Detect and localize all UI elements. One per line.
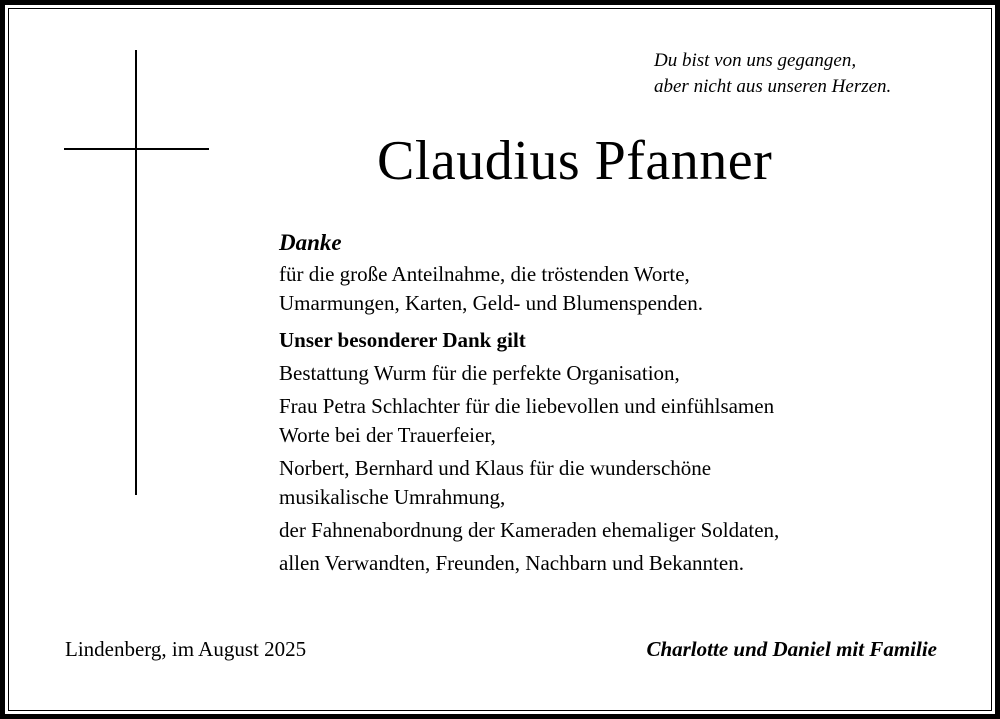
motto-line: Du bist von uns gegangen, [654,50,857,71]
danke-line: für die große Anteilnahme, die tröstenden Worte, [279,262,690,286]
deceased-name: Claudius Pfanner [377,130,773,192]
motto [654,48,891,100]
special-item: der Fahnenabordnung der Kameraden ehemaliger Soldaten, [279,518,780,542]
special-item: Bestattung Wurm für die perfekte Organisation, [279,361,680,385]
motto-line: aber nicht aus unseren Herzen. [654,76,892,97]
signature: Charlotte und Daniel mit Familie [646,637,937,661]
special-item: Frau Petra Schlachter für die liebevollen und einfühlsamen Worte bei der Trauerfeier, [279,394,775,447]
thanks-text [279,226,779,582]
cross-icon-vertical [135,50,137,495]
place-date: Lindenberg, im August 2025 [65,637,307,661]
special-heading: Unser besonderer Dank gilt [279,328,526,352]
danke-heading: Danke [279,230,342,255]
cross-icon-horizontal [64,148,209,150]
danke-line: Umarmungen, Karten, Geld- und Blumenspenden. [279,291,703,315]
special-item: allen Verwandten, Freunden, Nachbarn und Bekannten. [279,551,744,575]
special-item: Norbert, Bernhard und Klaus für die wunderschöne musikalische Umrahmung, [279,456,712,509]
